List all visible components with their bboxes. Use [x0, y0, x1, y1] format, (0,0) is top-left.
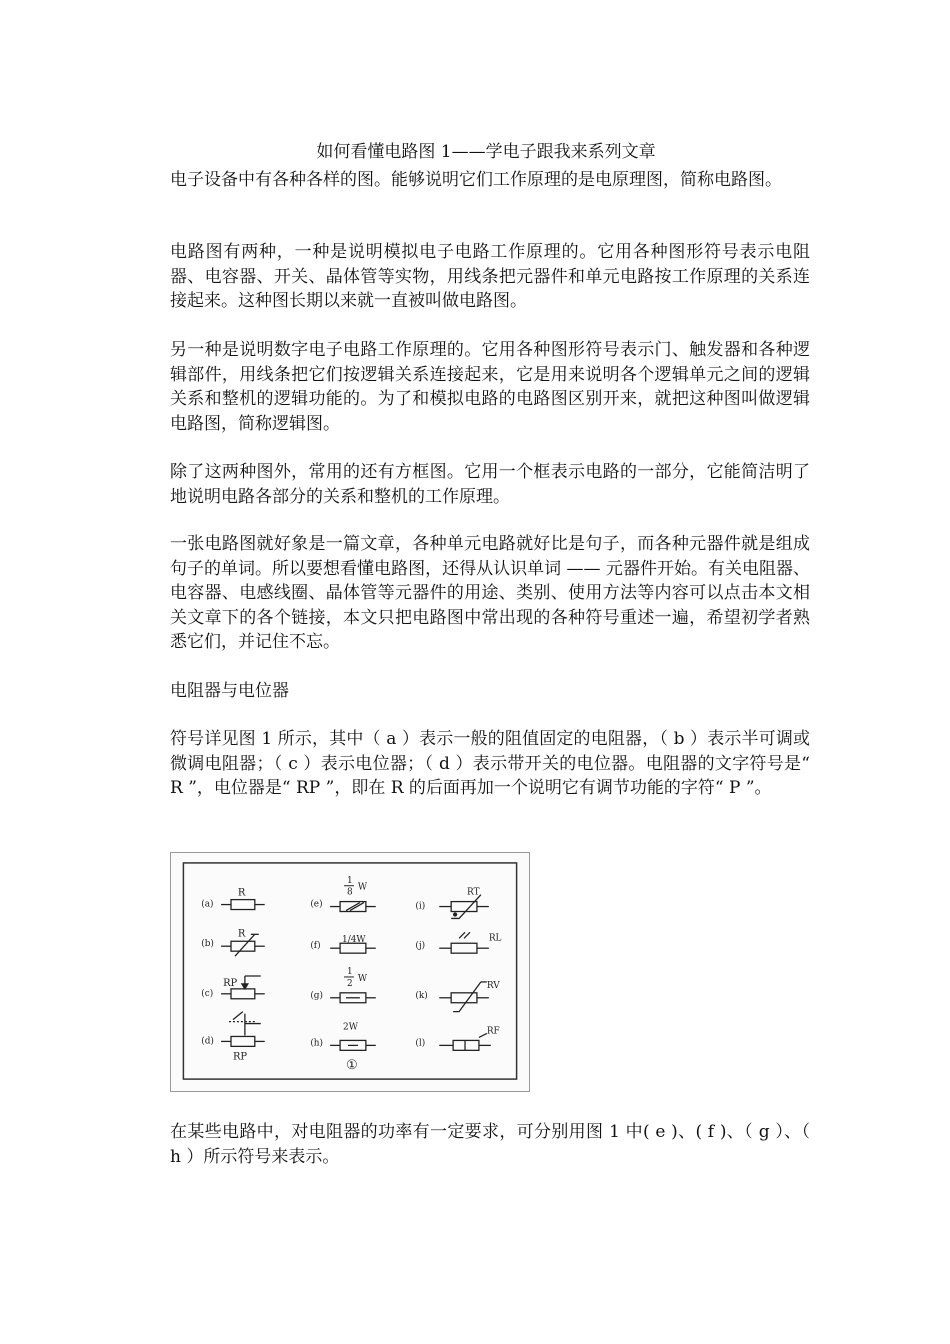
symbol-e-denominator: 8 — [347, 887, 353, 898]
symbol-j-photoresistor — [439, 932, 489, 953]
symbol-g-unit: W — [357, 973, 368, 984]
symbol-a-fixed-resistor — [221, 900, 265, 910]
paragraph-2: 电路图有两种，一种是说明模拟电子电路工作原理的。它用各种图形符号表示电阻器、电容器、开关、晶体管等实物，用线条把元器件和单元电路按工作原理的关系连接起来。这种图长期以来就一直被叫做电路图。 — [170, 242, 810, 311]
label-a: (a) — [201, 899, 214, 910]
symbol-d-text: RP — [232, 1051, 248, 1063]
symbol-l-text: RF — [486, 1026, 500, 1037]
label-f: (f) — [310, 941, 321, 952]
paragraph-1: 电子设备中有各种各样的图。能够说明它们工作原理的是电原理图，简称电路图。 — [170, 170, 782, 190]
label-g: (g) — [310, 990, 323, 1001]
section-heading: 电阻器与电位器 — [170, 681, 289, 701]
paragraph-4: 除了这两种图外，常用的还有方框图。它用一个框表示电路的一部分，它能简洁明了地说明电路各部分的关系和整机的工作原理。 — [170, 462, 810, 507]
symbol-i-text: RT — [467, 887, 480, 898]
label-b: (b) — [201, 939, 214, 950]
symbol-g-numerator: 1 — [347, 966, 353, 977]
document-title: 如何看懂电路图 1——学电子跟我来系列文章 — [316, 142, 656, 162]
symbol-h-text: 2W — [343, 1022, 358, 1033]
symbol-j-text: RL — [488, 933, 502, 944]
figure-1-resistor-symbols — [170, 852, 530, 1092]
figure-1-svg — [171, 853, 529, 1091]
symbol-k-varistor — [439, 982, 489, 1012]
paragraph-6: 符号详见图 1 所示，其中（ a ）表示一般的阻值固定的电阻器，（ b ）表示半可调或微调电阻器；（ c ）表示电位器；（ d ）表示带开关的电位器。电阻器的文字符号是“ R ”，电位器是“ RP ”，即在 R 的后面再加一个说明它有调节功能的字符“ P ”。 — [170, 729, 810, 798]
label-k: (k) — [415, 990, 428, 1001]
label-c: (c) — [201, 988, 214, 999]
paragraph-7: 在某些电路中，对电阻器的功率有一定要求，可分别用图 1 中( e )、( f )、（ g ）、（ h ）所示符号来表示。 — [170, 1122, 810, 1167]
symbol-l-fusible-resistor — [439, 1033, 491, 1050]
symbol-e-numerator: 1 — [347, 875, 353, 886]
label-h: (h) — [310, 1038, 324, 1049]
figure-number: ① — [346, 1058, 358, 1074]
symbol-i-thermistor — [439, 895, 489, 919]
label-e: (e) — [310, 899, 323, 910]
paragraph-3: 另一种是说明数字电子电路工作原理的。它用各种图形符号表示门、触发器和各种逻辑部件，用线条把它们按逻辑关系连接起来，它是用来说明各个逻辑单元之间的逻辑关系和整机的逻辑功能的。为了和模拟电路的电路图区别开来，就把这种图叫做逻辑电路图，简称逻辑图。 — [170, 340, 810, 434]
symbol-d-switch-potentiometer — [221, 1012, 265, 1047]
symbol-f-text: 1/4W — [342, 935, 366, 946]
symbol-e-eighth-watt-resistor — [330, 902, 376, 912]
label-i: (i) — [415, 901, 426, 912]
label-j: (j) — [415, 941, 426, 952]
symbol-h-two-watt-resistor — [330, 1040, 376, 1050]
symbol-b-text: R — [237, 928, 246, 940]
paragraph-5: 一张电路图就好象是一篇文章，各种单元电路就好比是句子，而各种元器件就是组成句子的单词。所以要想看懂电路图，还得从认识单词 —— 元器件开始。有关电阻器、电容器、电感线圈、晶体管等元器件的用途、类别、使用方法等内容可以点击本文相关文章下的各个链接，本文只把电路图中常出现的各种符号重述一遍，希望初学者熟悉它们，并记住不忘。 — [170, 534, 810, 652]
symbol-g-denominator: 2 — [347, 978, 353, 989]
label-l: (l) — [415, 1038, 426, 1049]
label-d: (d) — [201, 1036, 214, 1047]
symbol-c-text: RP — [223, 977, 238, 989]
symbol-k-text: RV — [486, 980, 500, 991]
symbol-a-text: R — [237, 887, 246, 899]
symbol-g-half-watt-resistor — [330, 993, 376, 1003]
symbol-e-unit: W — [357, 882, 368, 893]
